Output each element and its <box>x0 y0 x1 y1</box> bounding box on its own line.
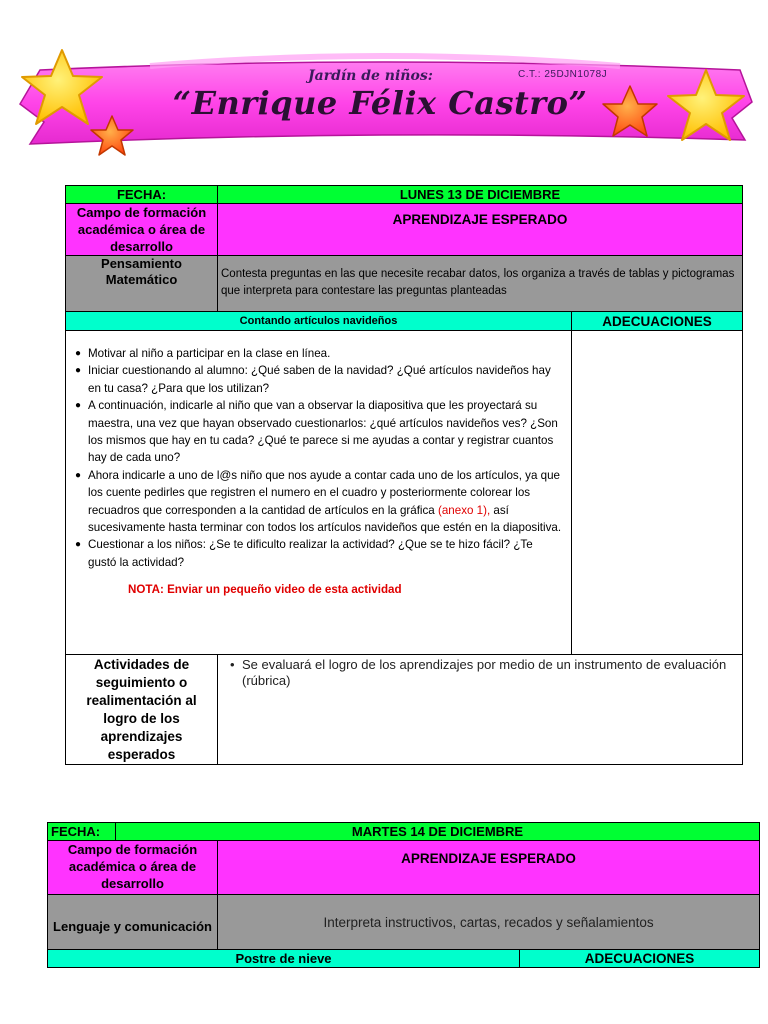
adecuaciones-label: ADECUACIONES <box>520 950 760 968</box>
activity-title: Contando artículos navideños <box>66 312 572 331</box>
aprendizaje-text: Interpreta instructivos, cartas, recados y señalamientos <box>218 895 760 950</box>
school-name: “Enrique Félix Castro” <box>172 84 588 122</box>
banner-subtitle: Jardín de niños: <box>308 68 433 84</box>
adecuaciones-label: ADECUACIONES <box>572 312 743 331</box>
adecuaciones-cell <box>572 331 743 655</box>
step-text: así sucesivamente hasta terminar con todos los artículos navideños que estén en la diapositiva. <box>88 503 562 535</box>
step-item: ● A continuación, indicarle al niño que van a observar la diapositiva que les proyectará su maestra, una vez que hayan observado cuestionarlos: ¿qué artículos navideños ves? ¿Son los mismos que hay en tu cada? ¿Qué te parece si me ayudas a contar y registrar cuantos hay de cada uno? <box>74 397 563 467</box>
fecha-value: LUNES 13 DE DICIEMBRE <box>218 186 743 204</box>
step-text: Ahora indicarle a uno de l@s niño que nos ayude a contar cada uno de los artículos, ya que los cuente pedirles que registren el numero en el cuadro y posteriormente colorear los recuadros que corresponden a la cantidad de artículos en la gráfica <box>88 468 560 517</box>
seguimiento-cell <box>218 655 743 765</box>
aprendizaje-text: Contesta preguntas en las que necesite recabar datos, los organiza a través de tablas y pictogramas que interpreta para contestare las preguntas planteadas <box>218 256 743 312</box>
campo-label: Campo de formación académica o área de desarrollo <box>66 204 218 256</box>
aprendizaje-header: APRENDIZAJE ESPERADO <box>218 204 743 256</box>
note-text: NOTA: Enviar un pequeño video de esta actividad <box>128 583 402 597</box>
step-item: ● Motivar al niño a participar en la clase en línea. <box>74 345 563 362</box>
campo-label: Campo de formación académica o área de desarrollo <box>48 841 218 895</box>
school-banner <box>0 40 768 170</box>
seguimiento-text: • Se evaluará el logro de los aprendizajes por medio de un instrumento de evaluación (rúbrica) <box>242 657 736 689</box>
annex-reference: (anexo 1), <box>437 503 491 517</box>
plan-table-monday <box>65 185 743 765</box>
area-name: Lenguaje y comunicación <box>48 895 218 950</box>
activity-steps <box>66 331 572 655</box>
step-item <box>74 467 563 537</box>
plan-table-tuesday <box>47 822 760 968</box>
activity-title: Postre de nieve <box>48 950 520 968</box>
aprendizaje-header: APRENDIZAJE ESPERADO <box>218 841 760 895</box>
step-item: ● Cuestionar a los niños: ¿Se te dificulto realizar la actividad? ¿Que se te hizo fácil? ¿Te gustó la actividad? <box>74 536 563 571</box>
fecha-label: FECHA: <box>48 823 116 841</box>
fecha-value: MARTES 14 DE DICIEMBRE <box>116 823 760 841</box>
school-code: C.T.: 25DJN1078J <box>518 69 608 80</box>
fecha-label: FECHA: <box>66 186 218 204</box>
area-name: Pensamiento Matemático <box>66 256 218 312</box>
seguimiento-label: Actividades de seguimiento o realimentación al logro de los aprendizajes esperados <box>66 655 218 765</box>
step-item: ● Iniciar cuestionando al alumno: ¿Qué saben de la navidad? ¿Qué artículos navideños hay en tu casa? ¿Para que los utilizan? <box>74 362 563 397</box>
